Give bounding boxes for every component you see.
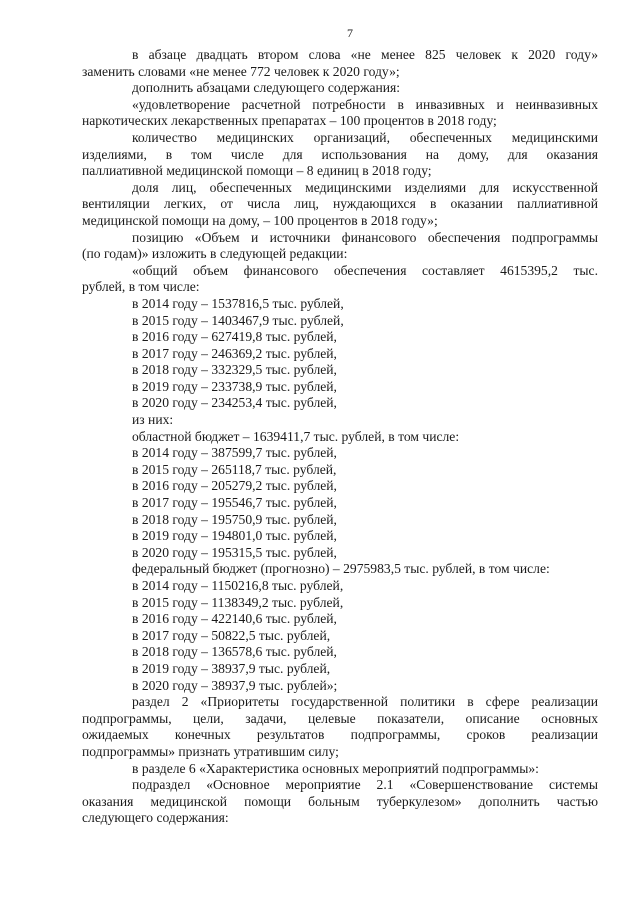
text-line: доля лиц, обеспеченных медицинскими изделиями для искусственной	[132, 179, 598, 195]
text-line: в 2015 году – 265118,7 тыс. рублей,	[132, 461, 337, 477]
text-line: раздел 2 «Приоритеты государственной политики в сфере реализации	[132, 694, 598, 710]
text-line: в 2014 году – 1537816,5 тыс. рублей,	[132, 295, 344, 311]
text-line: в разделе 6 «Характеристика основных мероприятий подпрограммы»:	[132, 760, 539, 776]
text-line: подпрограммы, цели, задачи, целевые показатели, описание основных	[82, 710, 598, 726]
text-line: в 2018 году – 332329,5 тыс. рублей,	[132, 362, 337, 378]
text-line: заменить словами «не менее 772 человек к 2020 году»;	[82, 63, 400, 79]
text-line: в 2018 году – 195750,9 тыс. рублей,	[132, 511, 337, 527]
text-line: в абзаце двадцать втором слова «не менее 825 человек к 2020 году»	[132, 47, 598, 62]
page-number: 7	[347, 26, 353, 40]
text-line: медицинской помощи на дому, – 100 процентов в 2018 году»;	[82, 212, 438, 228]
document-body	[82, 47, 598, 827]
text-line: в 2019 году – 194801,0 тыс. рублей,	[132, 528, 337, 544]
text-line: в 2020 году – 38937,9 тыс. рублей»;	[132, 677, 338, 693]
text-line: в 2020 году – 195315,5 тыс. рублей,	[132, 544, 337, 560]
text-line: в 2017 году – 50822,5 тыс. рублей,	[132, 627, 331, 643]
text-line: в 2014 году – 1150216,8 тыс. рублей,	[132, 578, 344, 593]
text-line: в 2018 году – 136578,6 тыс. рублей,	[132, 644, 337, 660]
text-line: «общий объем финансового обеспечения составляет 4615395,2 тыс.	[132, 262, 598, 278]
text-line: из них:	[132, 412, 174, 428]
text-line: (по годам)» изложить в следующей редакции:	[82, 246, 348, 262]
text-line: вентиляции легких, от числа лиц, нуждающихся в оказании паллиативной	[82, 196, 598, 212]
text-line: паллиативной медицинской помощи – 8 единиц в 2018 году;	[82, 163, 432, 179]
text-line: наркотических лекарственных препаратах – 100 процентов в 2018 году;	[82, 113, 497, 129]
text-line: областной бюджет – 1639411,7 тыс. рублей, в том числе:	[132, 428, 460, 444]
text-line: в 2015 году – 1403467,9 тыс. рублей,	[132, 312, 344, 328]
text-line: оказания медицинской помощи больным туберкулезом» дополнить частью	[82, 793, 598, 809]
text-line: в 2019 году – 38937,9 тыс. рублей,	[132, 660, 331, 676]
text-line: «удовлетворение расчетной потребности в инвазивных и неинвазивных	[132, 96, 598, 112]
text-line: подпрограммы» признать утратившим силу;	[82, 743, 339, 759]
text-line: в 2019 году – 233738,9 тыс. рублей,	[132, 378, 337, 394]
text-line: в 2017 году – 195546,7 тыс. рублей,	[132, 495, 337, 511]
text-line: рублей, в том числе:	[82, 279, 200, 295]
text-line: следующего содержания:	[82, 810, 229, 826]
text-line: в 2015 году – 1138349,2 тыс. рублей,	[132, 594, 344, 610]
text-line: подраздел «Основное мероприятие 2.1 «Совершенствование системы	[132, 777, 598, 793]
text-line: в 2016 году – 627419,8 тыс. рублей,	[132, 329, 337, 345]
text-line: позицию «Объем и источники финансового обеспечения подпрограммы	[132, 229, 598, 245]
text-line: в 2017 году – 246369,2 тыс. рублей,	[132, 345, 337, 361]
text-line: в 2020 году – 234253,4 тыс. рублей,	[132, 395, 337, 411]
text-line: федеральный бюджет (прогнозно) – 2975983,5 тыс. рублей, в том числе:	[132, 561, 550, 577]
text-line: изделиями, в том числе для использования на дому, для оказания	[82, 146, 598, 162]
text-line: ожидаемых конечных результатов подпрограммы, сроков реализации	[82, 727, 598, 743]
text-line: в 2016 году – 422140,6 тыс. рублей,	[132, 611, 337, 627]
text-line: количество медицинских организаций, обеспеченных медицинскими	[132, 129, 598, 145]
text-line: дополнить абзацами следующего содержания:	[132, 80, 401, 96]
text-line: в 2014 году – 387599,7 тыс. рублей,	[132, 445, 337, 461]
text-line: в 2016 году – 205279,2 тыс. рублей,	[132, 478, 337, 494]
